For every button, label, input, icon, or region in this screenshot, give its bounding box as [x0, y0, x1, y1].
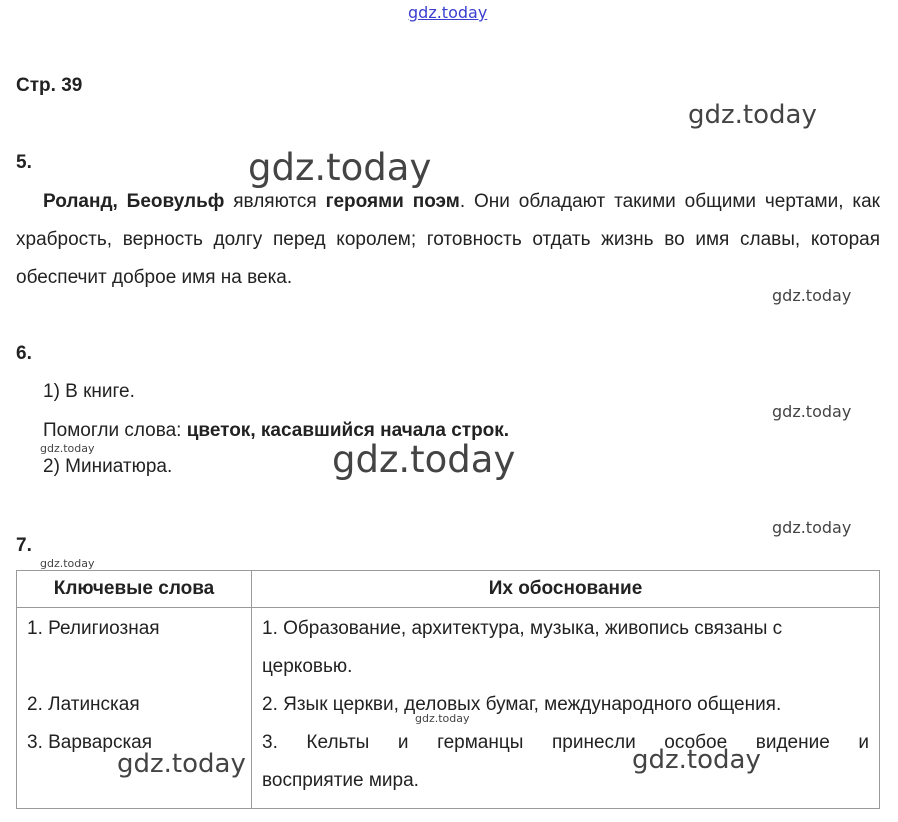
table-header-row [17, 571, 880, 608]
watermark: gdz.today [332, 438, 516, 481]
watermark: gdz.today [415, 712, 470, 725]
watermark: gdz.today [248, 146, 432, 189]
watermark: gdz.today [40, 557, 95, 570]
column-header: Их обоснование [252, 571, 880, 608]
keyword: 2. Латинская [27, 694, 140, 715]
task-number: 7. [16, 535, 32, 556]
reason: 2. Язык церкви, деловых бумаг, международного общения. [262, 694, 782, 715]
helped-words-line [43, 420, 509, 442]
watermark: gdz.today [772, 518, 852, 537]
keyword: 3. Варварская [27, 732, 153, 753]
watermark: gdz.today [632, 745, 761, 775]
text: являются [224, 191, 326, 212]
watermark: gdz.today [40, 442, 95, 455]
heroes-names: Роланд, Беовульф [43, 191, 225, 212]
reason: церковью. [262, 656, 353, 677]
watermark: gdz.today [772, 402, 852, 421]
task5-paragraph [16, 183, 880, 297]
watermark: gdz.today [688, 100, 817, 130]
reason: 1. Образование, архитектура, музыка, живопись связаны с [262, 618, 783, 639]
task-number: 6. [16, 343, 32, 364]
watermark: gdz.today [117, 749, 246, 779]
answer-line: 2) Миниатюра. [43, 456, 173, 477]
reasons-cell [252, 608, 880, 809]
heroes-of-poems: героями поэм [325, 191, 460, 212]
reason: восприятие мира. [262, 770, 419, 791]
keyword: 1. Религиозная [27, 618, 160, 639]
watermark-link[interactable]: gdz.today [408, 3, 488, 22]
text: . Они обладают такими общими чертами, как храбрость, верность долгу перед королем; готовность отдать жизнь во имя славы, которая обеспечит доброе имя на века. [16, 191, 880, 288]
answer-line: 1) В книге. [43, 381, 135, 402]
column-header: Ключевые слова [17, 571, 252, 608]
watermark: gdz.today [772, 286, 852, 305]
helped-label: Помогли слова: [43, 420, 187, 441]
helped-words: цветок, касавшийся начала строк. [186, 420, 510, 441]
task-number: 5. [16, 152, 32, 173]
page-title: Стр. 39 [16, 75, 83, 96]
reason: 3. Кельты и германцы принесли особое видение и [262, 732, 869, 753]
